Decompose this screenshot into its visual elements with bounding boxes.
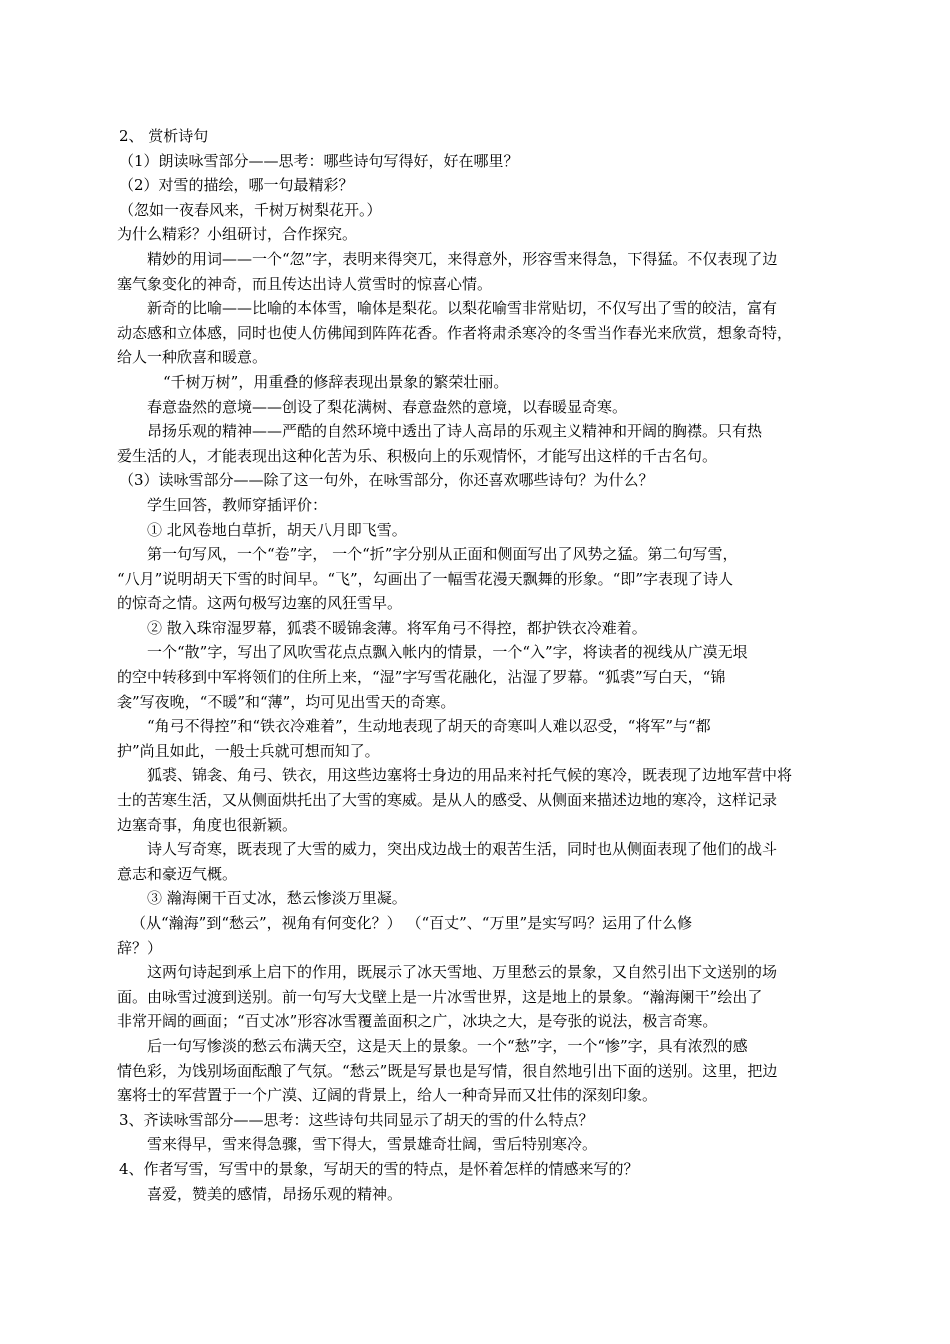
text-line: 护”尚且如此，一般士兵就可想而知了。 (117, 741, 380, 760)
text-line: 昂扬乐观的精神——严酷的自然环境中透出了诗人高昂的乐观主义精神和开阔的胸襟。只有热 (147, 422, 763, 441)
text-line: 的空中转移到中军将领们的住所上来，“湿”字写雪花融化，沾湿了罗幕。“狐裘”写白天，“锦 (117, 668, 726, 687)
text-line: 4、作者写雪，写雪中的景象，写胡天的雪的特点，是怀着怎样的情感来写的？ (119, 1159, 639, 1178)
text-line: 为什么精彩？小组研讨，合作探究。 (117, 225, 358, 244)
text-line: 情色彩，为饯别场面酝酿了气氛。“愁云”既是写景也是写情，很自然地引出下面的送别。这里，把边 (117, 1061, 778, 1080)
text-line: “千树万树”，用重叠的修辞表现出景象的繁荣壮丽。 (163, 372, 509, 391)
text-line: 喜爱，赞美的感情，昂扬乐观的精神。 (147, 1184, 403, 1203)
document-body (117, 124, 841, 1206)
text-line: 的惊奇之情。这两句极写边塞的风狂雪早。 (117, 594, 403, 613)
text-line: 诗人写奇寒，既表现了大雪的威力，突出戍边战士的艰苦生活，同时也从侧面表现了他们的战斗 (147, 840, 778, 859)
text-line: 动态感和立体感，同时也使人仿佛闻到阵阵花香。作者将肃杀寒冷的冬雪当作春光来欣赏，想象奇特， (117, 323, 793, 342)
text-line: ② 散入珠帘湿罗幕，狐裘不暖锦衾薄。将军角弓不得控，都护铁衣冷难着。 (147, 618, 647, 637)
text-line: “八月”说明胡天下雪的时间早。“飞”，勾画出了一幅雪花漫天飘舞的形象。“即”字表现了诗人 (117, 569, 734, 588)
text-line: 边塞奇事，角度也很新颖。 (117, 815, 298, 834)
text-line: 一个“散”字，写出了风吹雪花点点飘入帐内的情景，一个“入”字，将读者的视线从广漠无垠 (147, 643, 748, 662)
text-line: 塞将士的军营置于一个广漠、辽阔的背景上，给人一种奇异而又壮伟的深刻印象。 (117, 1086, 658, 1105)
text-line: 衾”写夜晚，“不暖”和“薄”，均可见出雪天的奇寒。 (117, 692, 456, 711)
text-line: 新奇的比喻——比喻的本体雪，喻体是梨花。以梨花喻雪非常贴切，不仅写出了雪的皎洁，富有 (147, 299, 778, 318)
text-line: 面。由咏雪过渡到送别。前一句写大戈壁上是一片冰雪世界，这是地上的景象。“瀚海阑干”绘出了 (117, 987, 763, 1006)
text-line: “角弓不得控”和“铁衣冷难着”，生动地表现了胡天的奇寒叫人难以忍受，“将军”与“都 (147, 717, 711, 736)
text-line: 非常开阔的画面；“百丈冰”形容冰雪覆盖面积之广，冰块之大，是夸张的说法，极言奇寒。 (117, 1012, 718, 1031)
text-line: 这两句诗起到承上启下的作用，既展示了冰天雪地、万里愁云的景象，又自然引出下文送别的场 (147, 963, 778, 982)
text-line: 学生回答，教师穿插评价： (147, 495, 328, 514)
text-line: 狐裘、锦衾、角弓、铁衣，用这些边塞将士身边的用品来衬托气候的寒冷，既表现了边地军营中将 (147, 766, 793, 785)
text-line: 爱生活的人，才能表现出这种化苦为乐、积极向上的乐观情怀，才能写出这样的千古名句。 (117, 446, 718, 465)
text-line: 春意盎然的意境——创设了梨花满树、春意盎然的意境，以春暖显奇寒。 (147, 397, 628, 416)
text-line: 辞？） (117, 938, 163, 957)
text-line: 士的苦寒生活，又从侧面烘托出了大雪的寒威。是从人的感受、从侧面来描述边地的寒冷，这样记录 (117, 791, 778, 810)
text-line: 第一句写风，一个“卷”字， 一个“折”字分别从正面和侧面写出了风势之猛。第二句写雪， (147, 545, 738, 564)
text-line: ③ 瀚海阑干百丈冰，愁云惨淡万里凝。 (147, 889, 407, 908)
text-line: 塞气象变化的神奇，而且传达出诗人赏雪时的惊喜心情。 (117, 274, 493, 293)
text-line: （3）读咏雪部分——除了这一句外，在咏雪部分，你还喜欢哪些诗句？为什么？ (119, 471, 654, 490)
text-line: 2、 赏析诗句 (119, 127, 209, 145)
text-line: 意志和豪迈气概。 (117, 864, 238, 883)
text-line: 雪来得早，雪来得急骤，雪下得大，雪景雄奇壮阔，雪后特别寒冷。 (147, 1135, 598, 1154)
text-line: 精妙的用词——一个“忽”字，表明来得突兀，来得意外，形容雪来得急，下得猛。不仅表现了边 (147, 249, 778, 268)
text-line: 3、齐读咏雪部分——思考：这些诗句共同显示了胡天的雪的什么特点？ (119, 1110, 594, 1129)
text-line: （从“瀚海”到“愁云”，视角有何变化？） （“百丈”、“万里”是实写吗？运用了什么修 (131, 914, 693, 932)
text-line: ① 北风卷地白草折，胡天八月即飞雪。 (147, 520, 407, 539)
text-line: 后一句写惨淡的愁云布满天空，这是天上的景象。一个“愁”字，一个“惨”字，具有浓烈的感 (147, 1036, 748, 1055)
text-line: （2）对雪的描绘，哪一句最精彩？ (119, 176, 354, 195)
text-line: （忽如一夜春风来，千树万树梨花开。） (119, 200, 382, 219)
text-line: 给人一种欣喜和暖意。 (117, 348, 268, 367)
text-line: （1）朗读咏雪部分——思考：哪些诗句写得好，好在哪里？ (119, 151, 519, 170)
